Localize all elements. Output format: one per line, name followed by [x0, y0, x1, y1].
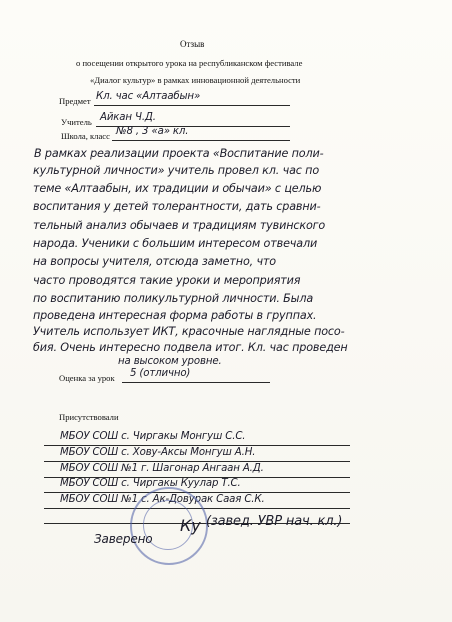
attendees-label: Присутствовали: [59, 412, 119, 422]
attendee-underline: [44, 492, 350, 493]
school-label: Школа, класс: [61, 131, 110, 141]
review-line: В рамках реализации проекта «Воспитание поли-: [34, 147, 324, 160]
grade-value: 5 (отлично): [130, 368, 191, 379]
review-line: проведена интересная форма работы в группах.: [33, 309, 317, 322]
header-line-1: о посещении открытого урока на республиканском фестивале: [76, 58, 303, 68]
review-line: народа. Ученики с большим интересом отвечали: [33, 237, 318, 250]
review-line: часто проводятся такие уроки и мероприятия: [33, 274, 301, 287]
document-title: Отзыв: [180, 39, 205, 49]
grade-underline: [122, 382, 270, 383]
grade-label: Оценка за урок: [59, 373, 115, 383]
attendee-entry: МБОУ СОШ №1 г. Шагонар Ангаан А.Д.: [60, 463, 264, 474]
subject-value: Кл. час «Алтаабын»: [96, 91, 201, 102]
review-line: на вопросы учителя, отсюда заметно, что: [33, 255, 276, 268]
subject-underline: [94, 105, 290, 106]
review-line: по воспитанию поликультурной личности. Была: [33, 292, 314, 305]
attendee-underline: [44, 461, 350, 462]
review-line: на высоком уровне.: [118, 356, 222, 367]
review-line: тельный анализ обычаев и традициям тувинского: [33, 219, 326, 232]
attendee-entry: МБОУ СОШ с. Чиргакы Куулар Т.С.: [60, 478, 241, 489]
teacher-value: Айкан Ч.Д.: [100, 112, 156, 123]
school-value: №8 , 3 «а» кл.: [116, 126, 189, 137]
teacher-label: Учитель: [61, 117, 92, 127]
attendee-entry: МБОУ СОШ с. Хову-Аксы Монгуш А.Н.: [60, 447, 256, 458]
header-line-2: «Диалог культур» в рамках инновационной деятельности: [90, 75, 301, 85]
subject-label: Предмет: [59, 96, 91, 106]
review-line: Учитель использует ИКТ, красочные наглядные посо-: [33, 325, 345, 338]
review-line: культурной личности» учитель провел кл. час по: [33, 164, 320, 177]
school-underline: [112, 140, 290, 141]
review-line: воспитания у детей толерантности, дать сравни-: [33, 200, 321, 213]
signature-note: (завед. УВР нач. кл.): [206, 514, 343, 529]
review-line: бия. Очень интересно подвела итог. Кл. час проведен: [33, 341, 348, 354]
attendee-underline: [44, 445, 350, 446]
review-line: теме «Алтаабын, их традиции и обычаи» с целью: [33, 182, 322, 195]
signature-mark: Ку: [180, 516, 201, 535]
attendee-entry: МБОУ СОШ с. Чиргакы Монгуш С.С.: [60, 431, 246, 442]
attendee-entry: МБОУ СОШ №1 с. Ак-Довурак Саая С.К.: [60, 494, 265, 505]
certified-note: Заверено: [94, 532, 153, 546]
